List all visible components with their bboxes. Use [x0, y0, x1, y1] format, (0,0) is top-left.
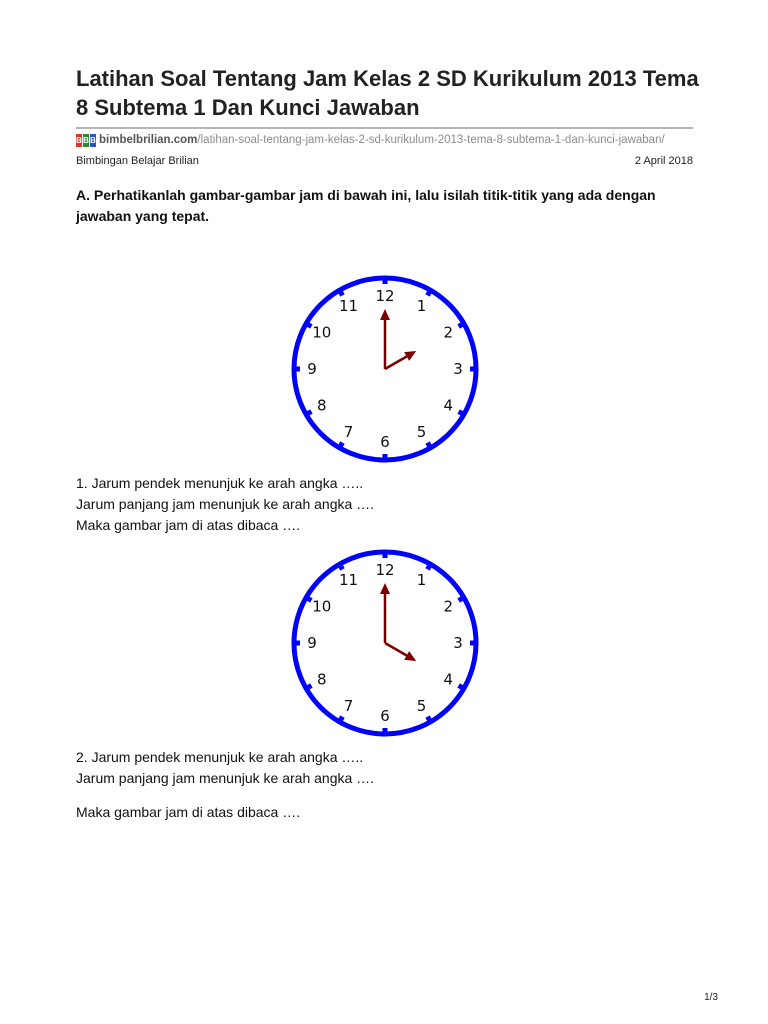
clock-numeral: 3	[453, 634, 463, 652]
clock-numeral: 8	[317, 396, 327, 415]
logo-letter: B	[83, 135, 89, 145]
clock-tick	[304, 323, 311, 327]
clock-numeral: 1	[416, 570, 427, 589]
clock-numeral: 12	[375, 287, 395, 305]
question-1	[76, 473, 696, 536]
clock-numeral: 9	[307, 634, 317, 652]
url-domain[interactable]: bimbelbrilian.com	[99, 134, 198, 146]
question-2-line-2: Jarum panjang jam menunjuk ke arah angka ….	[76, 770, 375, 786]
clock-2-image	[288, 546, 482, 740]
question-2	[76, 747, 696, 789]
clock-tick	[459, 686, 466, 690]
clock-numeral: 5	[416, 423, 427, 442]
question-1-line-2: Jarum panjang jam menunjuk ke arah angka ….	[76, 496, 375, 512]
clock-numeral: 4	[443, 670, 453, 689]
clock-tick	[459, 597, 466, 601]
minute-hand	[380, 309, 390, 369]
clock-tick	[339, 717, 343, 724]
clock-tick	[339, 562, 343, 569]
clock-numeral: 12	[375, 561, 395, 579]
clock-tick	[304, 686, 311, 690]
clock-1-image	[288, 272, 482, 466]
clock-tick	[459, 323, 466, 327]
question-2-line-1: 2. Jarum pendek menunjuk ke arah angka …..	[76, 749, 364, 765]
publish-date: 2 April 2018	[634, 155, 693, 167]
clock-numeral: 10	[312, 323, 332, 342]
clock-tick	[428, 717, 432, 724]
clock-numeral: 2	[443, 597, 453, 616]
minute-hand	[380, 583, 390, 643]
url-path[interactable]: /latihan-soal-tentang-jam-kelas-2-sd-kurikulum-2013-tema-8-subtema-1-dan-kunci-jawaban/	[197, 134, 665, 146]
clock-tick	[339, 443, 343, 450]
author: Bimbingan Belajar Brilian	[76, 155, 199, 167]
clock-tick	[304, 412, 311, 416]
question-2-line-3: Maka gambar jam di atas dibaca ….	[76, 804, 301, 820]
clock-numeral: 3	[453, 360, 463, 378]
clock-tick	[339, 288, 343, 295]
clock-numeral: 8	[317, 670, 327, 689]
document-title: Latihan Soal Tentang Jam Kelas 2 SD Kurikulum 2013 Tema 8 Subtema 1 Dan Kunci Jawaban	[76, 66, 699, 120]
clock-numeral: 11	[338, 296, 359, 315]
clock-numeral: 4	[443, 396, 453, 415]
clock-numeral: 7	[343, 697, 354, 716]
document-meta	[76, 155, 693, 167]
clock-tick	[428, 443, 432, 450]
hour-hand	[385, 643, 416, 661]
clock-tick	[304, 597, 311, 601]
instruction-text: A. Perhatikanlah gambar-gambar jam di bawah ini, lalu isilah titik-titik yang ada dengan jawaban yang tepat.	[76, 187, 656, 224]
clock-numeral: 9	[307, 360, 317, 378]
logo-letter: B	[90, 135, 96, 145]
clock-tick	[428, 562, 432, 569]
clock-tick	[459, 412, 466, 416]
clock-numeral: 2	[443, 323, 453, 342]
clock-numeral: 11	[338, 570, 359, 589]
clock-numeral: 1	[416, 296, 427, 315]
hour-hand	[385, 351, 416, 369]
question-1-line-3: Maka gambar jam di atas dibaca ….	[76, 517, 301, 533]
source-url[interactable]	[76, 131, 665, 149]
question-2-conclusion	[76, 802, 696, 823]
site-logo-icon	[76, 134, 97, 147]
logo-letter: B	[76, 135, 82, 145]
page-number: 1/3	[704, 992, 718, 1003]
clock-numeral: 7	[343, 423, 354, 442]
question-1-line-1: 1. Jarum pendek menunjuk ke arah angka …..	[76, 475, 364, 491]
clock-numeral: 6	[380, 433, 390, 451]
clock-tick	[428, 288, 432, 295]
title-divider	[76, 127, 693, 129]
clock-numeral: 6	[380, 707, 390, 725]
clock-numeral: 5	[416, 697, 427, 716]
clock-numeral: 10	[312, 597, 332, 616]
